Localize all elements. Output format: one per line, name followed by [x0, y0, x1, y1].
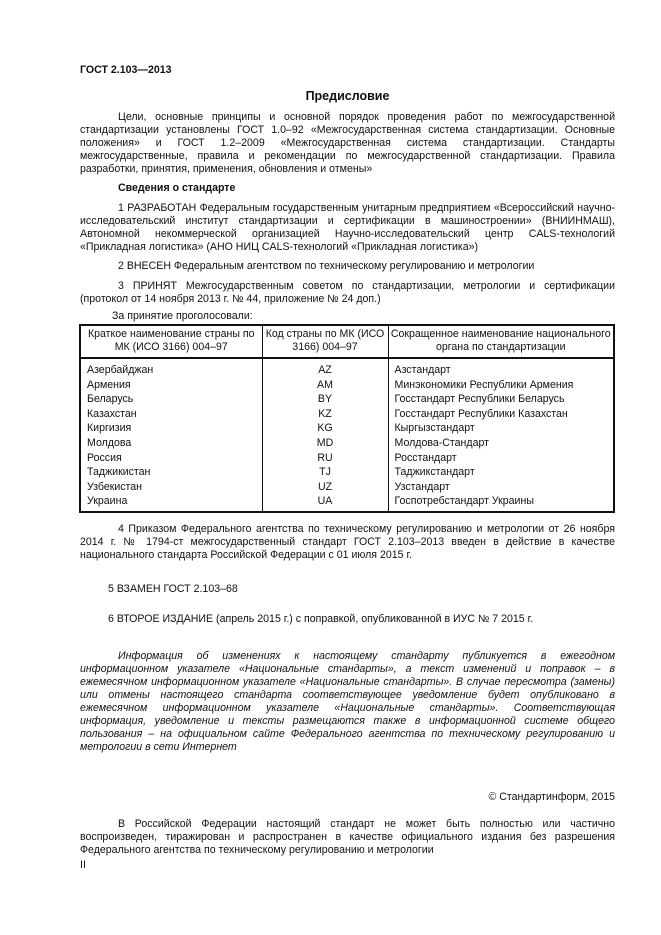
column-header-standards-body: Сокращенное наименование национального органа по стандартизации — [388, 325, 614, 358]
country-cell: Азербайджан — [80, 358, 262, 378]
country-cell: Таджикистан — [80, 465, 262, 480]
code-cell: AZ — [262, 358, 388, 378]
code-cell: KZ — [262, 407, 388, 422]
standards-body-cell: Молдова-Стандарт — [388, 436, 614, 451]
table-row — [80, 392, 614, 407]
item-5-replaces: 5 ВЗАМЕН ГОСТ 2.103–68 — [108, 583, 238, 595]
country-cell: Молдова — [80, 436, 262, 451]
table-row — [80, 358, 614, 378]
standards-body-cell: Узстандарт — [388, 480, 614, 495]
table-row — [80, 436, 614, 451]
item-4-enacted: 4 Приказом Федерального агентства по техническому регулированию и метрологии от 26 ноября 2014 г. № 1794-ст межгосударственный стандарт ГОСТ 2.103–2013 введен в действие в качестве национального стандарта Российской Федерации с 01 июля 2015 г. — [80, 523, 615, 561]
voted-label: За принятие проголосовали: — [112, 310, 253, 322]
table-row — [80, 451, 614, 466]
table-row — [80, 494, 614, 512]
item-2-introduced-by: 2 ВНЕСЕН Федеральным агентством по техническому регулированию и метрологии — [118, 260, 535, 272]
reproduction-notice: В Российской Федерации настоящий стандарт не может быть полностью или частично воспроизведен, тиражирован и распространен в качестве официального издания без разрешения Федерального агентства по техническому регулированию и метрологии — [80, 818, 615, 856]
standards-body-cell: Азстандарт — [388, 358, 614, 378]
table-row — [80, 421, 614, 436]
code-cell: UZ — [262, 480, 388, 495]
page-title: Предисловие — [305, 89, 390, 103]
column-header-country: Краткое наименование страны по МК (ИСО 3166) 004–97 — [80, 325, 262, 358]
column-header-code: Код страны по МК (ИСО 3166) 004–97 — [262, 325, 388, 358]
table-row — [80, 407, 614, 422]
code-cell: TJ — [262, 465, 388, 480]
standards-body-cell: Росстандарт — [388, 451, 614, 466]
code-cell: AM — [262, 378, 388, 393]
page-number: II — [80, 859, 86, 871]
code-cell: KG — [262, 421, 388, 436]
standards-body-cell: Госстандарт Республики Казахстан — [388, 407, 614, 422]
item-1-developed-by: 1 РАЗРАБОТАН Федеральным государственным унитарным предприятием «Всероссийский научно-исследовательский институт стандартизации и сертификации в машиностроении» (ВНИИНМАШ), Автономной некоммерческой организацией Научно-исследовательский центр CALS-технологий «Прикладная логистика» (АНО НИЦ CALS-технологий «Прикладная логистика») — [80, 202, 615, 253]
code-cell: RU — [262, 451, 388, 466]
standards-body-cell: Таджикстандарт — [388, 465, 614, 480]
country-cell: Беларусь — [80, 392, 262, 407]
voting-countries-table — [79, 324, 615, 513]
changes-info-notice: Информация об изменениях к настоящему стандарту публикуется в ежегодном информационном указателе «Национальные стандарты», а текст изменений и поправок – в ежемесячном информационном указателе «Национальные стандарты». В случае пересмотра (замены) или отмены настоящего стандарта соответствующее уведомление будет опубликовано в ежемесячном информационном указателе «Национальные стандарты». Соответствующая информация, уведомление и тексты размещаются также в информационной системе общего пользования – на официальном сайте Федерального агентства по техническому регулированию и метрологии в сети Интернет — [80, 650, 615, 753]
country-cell: Армения — [80, 378, 262, 393]
standards-body-cell: Минэкономики Республики Армения — [388, 378, 614, 393]
code-cell: BY — [262, 392, 388, 407]
country-cell: Казахстан — [80, 407, 262, 422]
copyright-notice: © Стандартинформ, 2015 — [488, 791, 615, 803]
table-row — [80, 480, 614, 495]
standards-body-cell: Госпотребстандарт Украины — [388, 494, 614, 512]
country-cell: Киргизия — [80, 421, 262, 436]
standards-body-cell: Кыргызстандарт — [388, 421, 614, 436]
code-cell: UA — [262, 494, 388, 512]
country-cell: Россия — [80, 451, 262, 466]
intro-paragraph: Цели, основные принципы и основной порядок проведения работ по межгосударственной стандартизации установлены ГОСТ 1.0–92 «Межгосударственная система стандартизации. Основные положения» и ГОСТ 1.2–2009 «Межгосударственная система стандартизации. Стандарты межгосударственные, правила и рекомендации по межгосударственной стандартизации. Правила разработки, принятия, применения, обновления и отмены» — [80, 111, 615, 175]
table-header-row — [80, 325, 614, 358]
country-cell: Узбекистан — [80, 480, 262, 495]
code-cell: MD — [262, 436, 388, 451]
document-code: ГОСТ 2.103—2013 — [80, 64, 172, 76]
table-row — [80, 378, 614, 393]
item-3-adopted-by: 3 ПРИНЯТ Межгосударственным советом по стандартизации, метрологии и сертификации (протокол от 14 ноября 2013 г. № 44, приложение № 24 доп.) — [80, 280, 615, 305]
table-row — [80, 465, 614, 480]
about-standard-heading: Сведения о стандарте — [118, 182, 236, 194]
country-cell: Украина — [80, 494, 262, 512]
standards-body-cell: Госстандарт Республики Беларусь — [388, 392, 614, 407]
item-6-second-edition: 6 ВТОРОЕ ИЗДАНИЕ (апрель 2015 г.) с поправкой, опубликованной в ИУС № 7 2015 г. — [108, 613, 534, 625]
